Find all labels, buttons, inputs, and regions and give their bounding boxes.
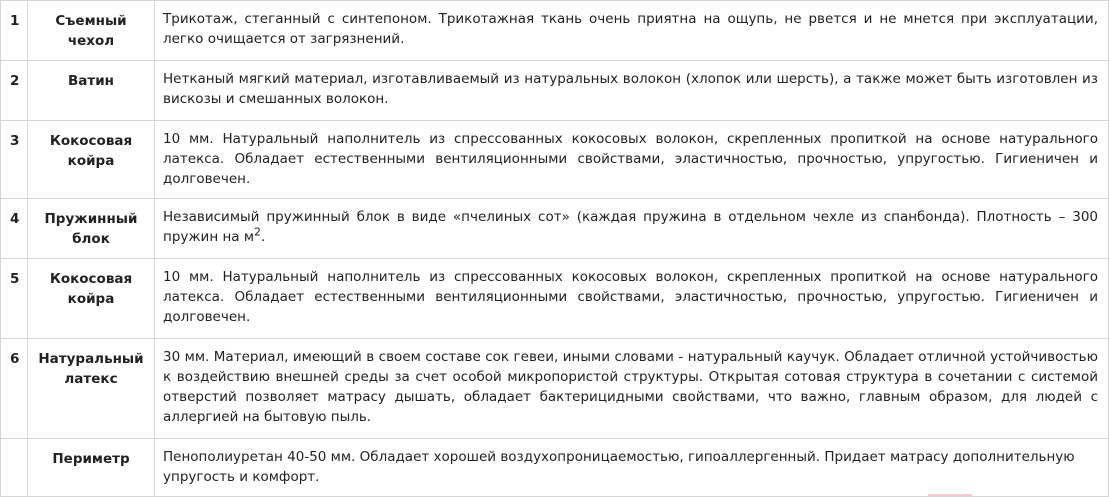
- layer-description: [155, 199, 1109, 259]
- layer-description-text: Независимый пружинный блок в виде «пчелиных сот» (каждая пружина в отдельном чехле из спанбонда). Плотность – 300 пружин на м: [163, 209, 1098, 245]
- row-number: 3: [1, 121, 28, 199]
- layer-name: Кокосовая койра: [28, 259, 155, 339]
- row-number: 1: [1, 1, 28, 61]
- layer-name: Кокосовая койра: [28, 121, 155, 199]
- layer-description: 30 мм. Материал, имеющий в своем составе сок гевеи, иными словами - натуральный каучук. Обладает отличной устойчивостью к воздействию внешней среды за счет особой микропористой структуры. Открытая сотовая структура в сочетании с системой отверстий позволяет матрасу дышать, обладает бактерицидными свойствами, что важно, главным образом, для людей с аллергией на бытовую пыль.: [155, 339, 1109, 439]
- layer-description: Трикотаж, стеганный с синтепоном. Трикотажная ткань очень приятна на ощупь, не рвется и не мнется при эксплуатации, легко очищается от загрязнений.: [155, 1, 1109, 61]
- layer-name: Съемный чехол: [28, 1, 155, 61]
- layer-description: 10 мм. Натуральный наполнитель из спрессованных кокосовых волокон, скрепленных пропиткой на основе натурального латекса. Обладает естественными вентиляционными свойствами, эластичностью, прочностью, упругостью. Гигиеничен и долговечен.: [155, 259, 1109, 339]
- row-number: [1, 439, 28, 497]
- row-number: 4: [1, 199, 28, 259]
- layer-description: 10 мм. Натуральный наполнитель из спрессованных кокосовых волокон, скрепленных пропиткой на основе натурального латекса. Обладает естественными вентиляционными свойствами, эластичностью, прочностью, упругостью. Гигиеничен и долговечен.: [155, 121, 1109, 199]
- layer-name: Пружинный блок: [28, 199, 155, 259]
- table-row: [1, 1, 1109, 61]
- table-row: [1, 339, 1109, 439]
- table-row: [1, 199, 1109, 259]
- layer-description: Пенополиуретан 40-50 мм. Обладает хорошей воздухопроницаемостью, гипоаллергенный. Придает матрасу дополнительную упругость и комфорт.: [155, 439, 1109, 497]
- layer-description-end: .: [261, 229, 266, 245]
- superscript: 2: [254, 225, 262, 239]
- layer-description: Нетканый мягкий материал, изготавливаемый из натуральных волокон (хлопок или шерсть), а также может быть изготовлен из вискозы и смешанных волокон.: [155, 61, 1109, 121]
- table-row: [1, 61, 1109, 121]
- layer-name: Натуральный латекс: [28, 339, 155, 439]
- row-number: 5: [1, 259, 28, 339]
- table-row: [1, 439, 1109, 497]
- decorative-underline: [928, 494, 972, 496]
- table-row: [1, 121, 1109, 199]
- row-number: 2: [1, 61, 28, 121]
- table-row: [1, 259, 1109, 339]
- layer-name: Периметр: [28, 439, 155, 497]
- row-number: 6: [1, 339, 28, 439]
- layer-name: Ватин: [28, 61, 155, 121]
